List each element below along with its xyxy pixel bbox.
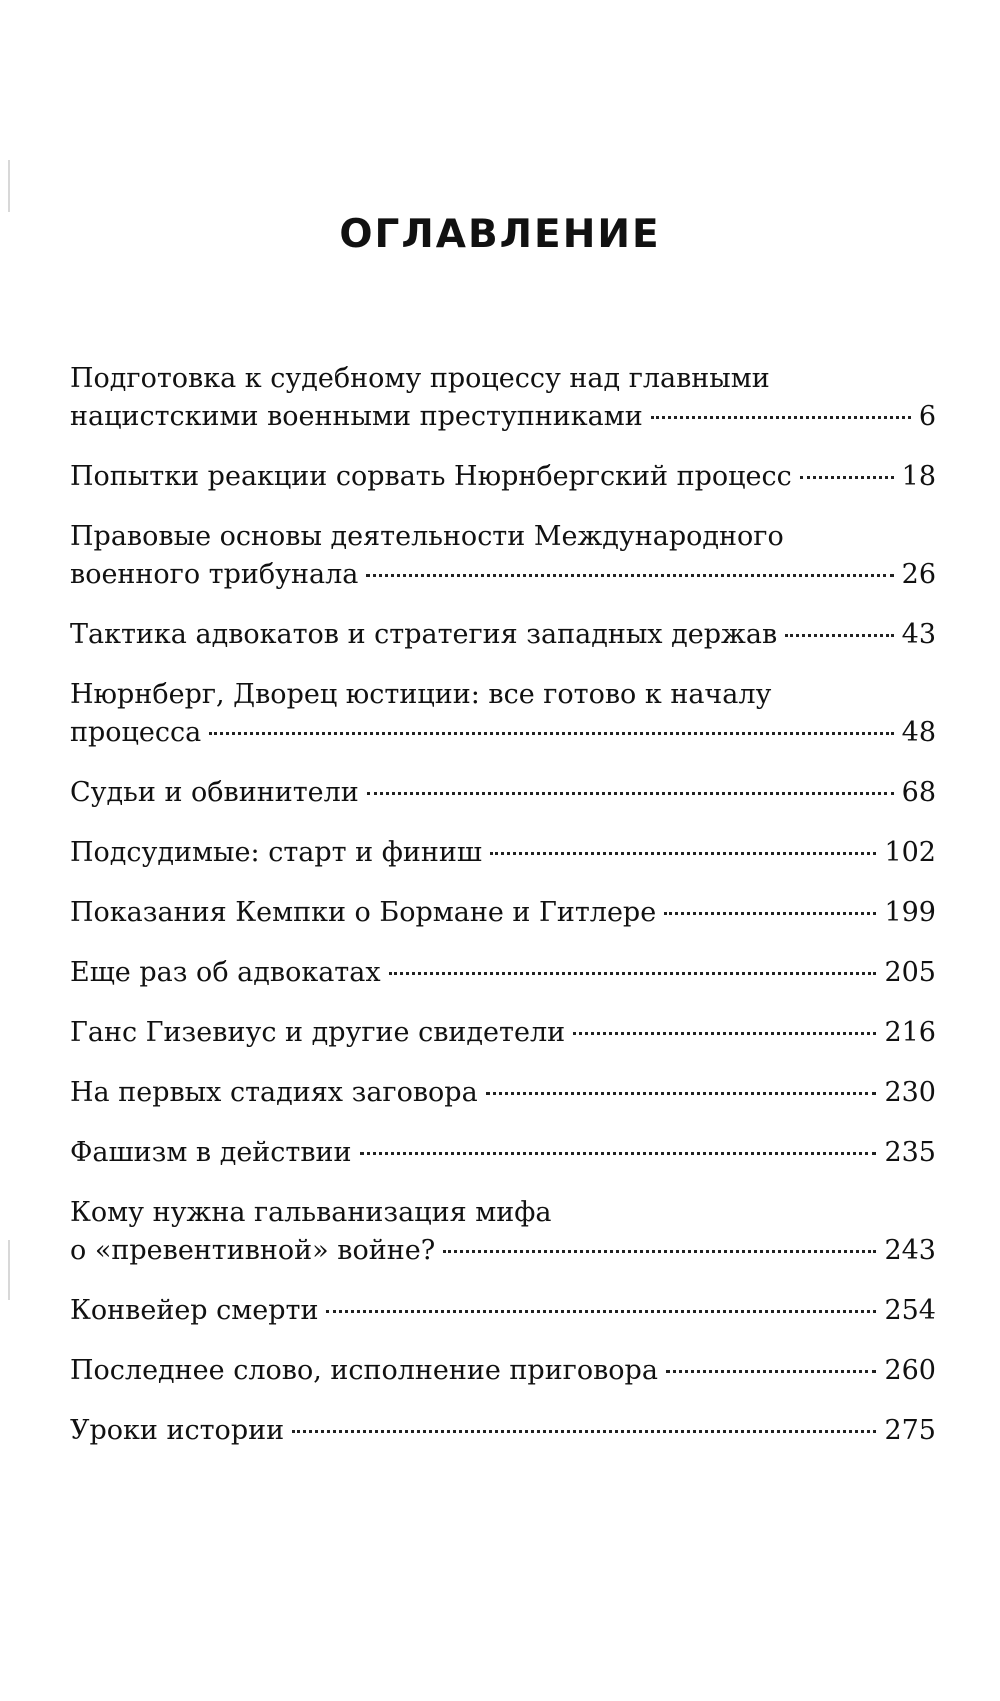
toc-page-number: 235: [884, 1137, 936, 1168]
toc-entry: [70, 518, 936, 594]
toc-entry-row: [70, 894, 936, 932]
toc-page-number: 254: [884, 1295, 936, 1326]
toc-entry-title-line: Еще раз об адвокатах: [70, 957, 381, 988]
toc-entry-title-line: Попытки реакции сорвать Нюрнбергский процесс: [70, 461, 792, 492]
toc-entry-title-line: Кому нужна гальванизация мифа: [70, 1197, 552, 1228]
toc-entry-title-line: Подготовка к судебному процессу над главными: [70, 363, 770, 394]
dot-leader: [326, 1310, 876, 1313]
toc-entry: [70, 834, 936, 872]
toc-entry-row: [70, 616, 936, 654]
toc-entry: [70, 1194, 936, 1270]
toc-entry-row: [70, 1232, 936, 1270]
toc-entry: [70, 1412, 936, 1450]
toc-entry-title-line: Последнее слово, исполнение приговора: [70, 1355, 658, 1386]
toc-entry-row: [70, 1074, 936, 1112]
dot-leader: [651, 416, 911, 419]
toc-page-number: 26: [901, 559, 936, 590]
toc-entry-title-line: На первых стадиях заговора: [70, 1077, 478, 1108]
toc-entry-title-line: Уроки истории: [70, 1415, 285, 1446]
toc-entry-title-line: Правовые основы деятельности Международного: [70, 521, 784, 552]
dot-leader: [389, 972, 877, 975]
toc-entry-row: [70, 774, 936, 812]
toc-entry-row: [70, 398, 936, 436]
toc-entry: [70, 1134, 936, 1172]
toc-entry-title-line: Фашизм в действии: [70, 1137, 352, 1168]
toc-page-number: 199: [884, 897, 936, 928]
toc-entry-title-line: о «превентивной» войне?: [70, 1235, 436, 1266]
dot-leader: [785, 634, 893, 637]
toc-entry-title-line: процесса: [70, 717, 202, 748]
toc-entry: [70, 954, 936, 992]
toc-entry: [70, 360, 936, 436]
toc-entry: [70, 1014, 936, 1052]
toc-entry-row: [70, 1014, 936, 1052]
toc-entry: [70, 774, 936, 812]
dot-leader: [367, 792, 894, 795]
toc-entry: [70, 1074, 936, 1112]
dot-leader: [490, 852, 876, 855]
toc-page-number: 68: [901, 777, 936, 808]
toc-entry-title-line: Судьи и обвинители: [70, 777, 359, 808]
dot-leader: [666, 1370, 877, 1373]
toc-entry-title-line: нацистскими военными преступниками: [70, 401, 643, 432]
toc-page-number: 216: [884, 1017, 936, 1048]
toc-entry-row: [70, 834, 936, 872]
dot-leader: [292, 1430, 876, 1433]
page-edge-mark: [8, 1240, 10, 1300]
toc-entry-title-line: Нюрнберг, Дворец юстиции: все готово к началу: [70, 679, 772, 710]
dot-leader: [366, 574, 893, 577]
dot-leader: [800, 476, 894, 479]
dot-leader: [443, 1250, 876, 1253]
toc-entry-title-line: Тактика адвокатов и стратегия западных держав: [70, 619, 778, 650]
toc-entry: [70, 458, 936, 496]
page-edge-mark: [8, 160, 10, 212]
toc-entry-row: [70, 1352, 936, 1390]
toc-entry: [70, 676, 936, 752]
dot-leader: [209, 732, 893, 735]
toc-page-number: 6: [918, 401, 936, 432]
table-of-contents: [70, 360, 936, 1472]
toc-entry-row: [70, 714, 936, 752]
toc-entry: [70, 1292, 936, 1330]
toc-entry-row: [70, 1292, 936, 1330]
page-title: ОГЛАВЛЕНИЕ: [339, 212, 661, 257]
toc-page-number: 230: [884, 1077, 936, 1108]
toc-entry-row: [70, 1412, 936, 1450]
toc-page-number: 43: [901, 619, 936, 650]
toc-entry-row: [70, 1134, 936, 1172]
toc-entry-title-line: Показания Кемпки о Бормане и Гитлере: [70, 897, 657, 928]
toc-page-number: 48: [901, 717, 936, 748]
toc-page-number: 260: [884, 1355, 936, 1386]
toc-page-number: 243: [884, 1235, 936, 1266]
toc-entry-title-line: военного трибунала: [70, 559, 359, 590]
toc-entry-row: [70, 954, 936, 992]
dot-leader: [360, 1152, 877, 1155]
toc-page-number: 18: [901, 461, 936, 492]
dot-leader: [664, 912, 876, 915]
toc-entry-title-line: Подсудимые: старт и финиш: [70, 837, 482, 868]
toc-entry-title-line: Ганс Гизевиус и другие свидетели: [70, 1017, 566, 1048]
toc-entry-row: [70, 458, 936, 496]
dot-leader: [486, 1092, 877, 1095]
toc-page-number: 102: [884, 837, 936, 868]
dot-leader: [573, 1032, 876, 1035]
toc-entry-title-line: Конвейер смерти: [70, 1295, 319, 1326]
toc-entry-row: [70, 556, 936, 594]
toc-page-number: 275: [884, 1415, 936, 1446]
toc-entry: [70, 616, 936, 654]
toc-entry: [70, 1352, 936, 1390]
toc-page-number: 205: [884, 957, 936, 988]
toc-entry: [70, 894, 936, 932]
